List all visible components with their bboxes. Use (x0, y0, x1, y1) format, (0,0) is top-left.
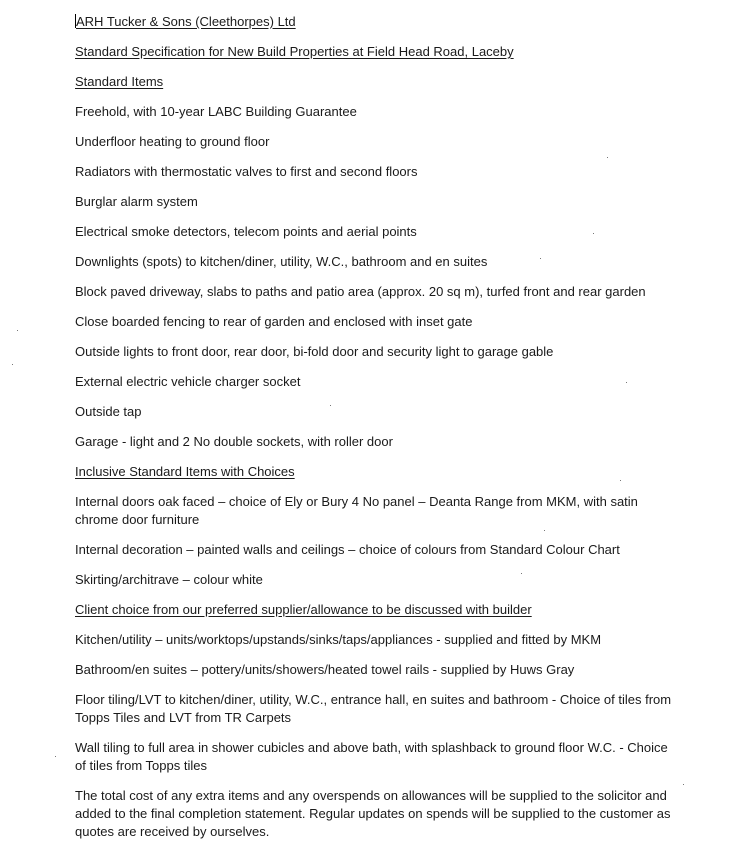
scan-speck (540, 258, 541, 259)
scan-speck (593, 233, 594, 234)
spec-title: Standard Specification for New Build Properties at Field Head Road, Laceby (75, 44, 514, 59)
scan-speck (55, 756, 56, 757)
standard-item: Block paved driveway, slabs to paths and patio area (approx. 20 sq m), turfed front and rear garden (75, 284, 646, 299)
choice-item: Skirting/architrave – colour white (75, 572, 263, 587)
standard-item: Electrical smoke detectors, telecom points and aerial points (75, 224, 417, 239)
standard-item: Close boarded fencing to rear of garden and enclosed with inset gate (75, 314, 473, 329)
scan-speck (330, 405, 331, 406)
scan-speck (521, 573, 522, 574)
standard-item: External electric vehicle charger socket (75, 374, 301, 389)
standard-item: Garage - light and 2 No double sockets, with roller door (75, 434, 393, 449)
closing-note: The total cost of any extra items and any overspends on allowances will be supplied to the solicitor and added to the final completion statement. Regular updates on spends will be supplied to the customer as quotes are received by ourselves. (75, 788, 671, 839)
choice-item: Internal doors oak faced – choice of Ely or Bury 4 No panel – Deanta Range from MKM, with satin chrome door furniture (75, 494, 638, 527)
standard-items-heading: Standard Items (75, 74, 164, 89)
scan-speck (607, 157, 608, 158)
standard-item: Outside tap (75, 404, 142, 419)
scan-speck (626, 382, 627, 383)
client-choice-item: Wall tiling to full area in shower cubicles and above bath, with splashback to ground floor W.C. - Choice of tiles from Topps tiles (75, 740, 668, 773)
scan-speck (12, 364, 13, 365)
standard-item: Burglar alarm system (75, 194, 198, 209)
standard-item: Underfloor heating to ground floor (75, 134, 270, 149)
document-body (75, 13, 675, 841)
client-choice-item: Bathroom/en suites – pottery/units/showers/heated towel rails - supplied by Huws Gray (75, 662, 575, 677)
standard-items-list (75, 103, 675, 451)
client-choice-item: Kitchen/utility – units/worktops/upstands/sinks/taps/appliances - supplied and fitted by MKM (75, 632, 602, 647)
choices-items-list (75, 493, 675, 589)
scan-speck (17, 330, 18, 331)
standard-item: Radiators with thermostatic valves to first and second floors (75, 164, 418, 179)
choice-item: Internal decoration – painted walls and ceilings – choice of colours from Standard Colour Chart (75, 542, 620, 557)
client-choice-heading: Client choice from our preferred supplier/allowance to be discussed with builder (75, 602, 532, 617)
standard-item: Downlights (spots) to kitchen/diner, utility, W.C., bathroom and en suites (75, 254, 488, 269)
company-name: ARH Tucker & Sons (Cleethorpes) Ltd (76, 14, 296, 29)
client-choice-item: Floor tiling/LVT to kitchen/diner, utility, W.C., entrance hall, en suites and bathroom - Choice of tiles from Topps Tiles and LVT from TR Carpets (75, 692, 672, 725)
scan-speck (683, 784, 684, 785)
scan-speck (544, 530, 545, 531)
client-items-list (75, 631, 675, 775)
choices-heading: Inclusive Standard Items with Choices (75, 464, 295, 479)
standard-item: Outside lights to front door, rear door, bi-fold door and security light to garage gable (75, 344, 554, 359)
standard-item: Freehold, with 10-year LABC Building Guarantee (75, 104, 357, 119)
scan-speck (620, 480, 621, 481)
